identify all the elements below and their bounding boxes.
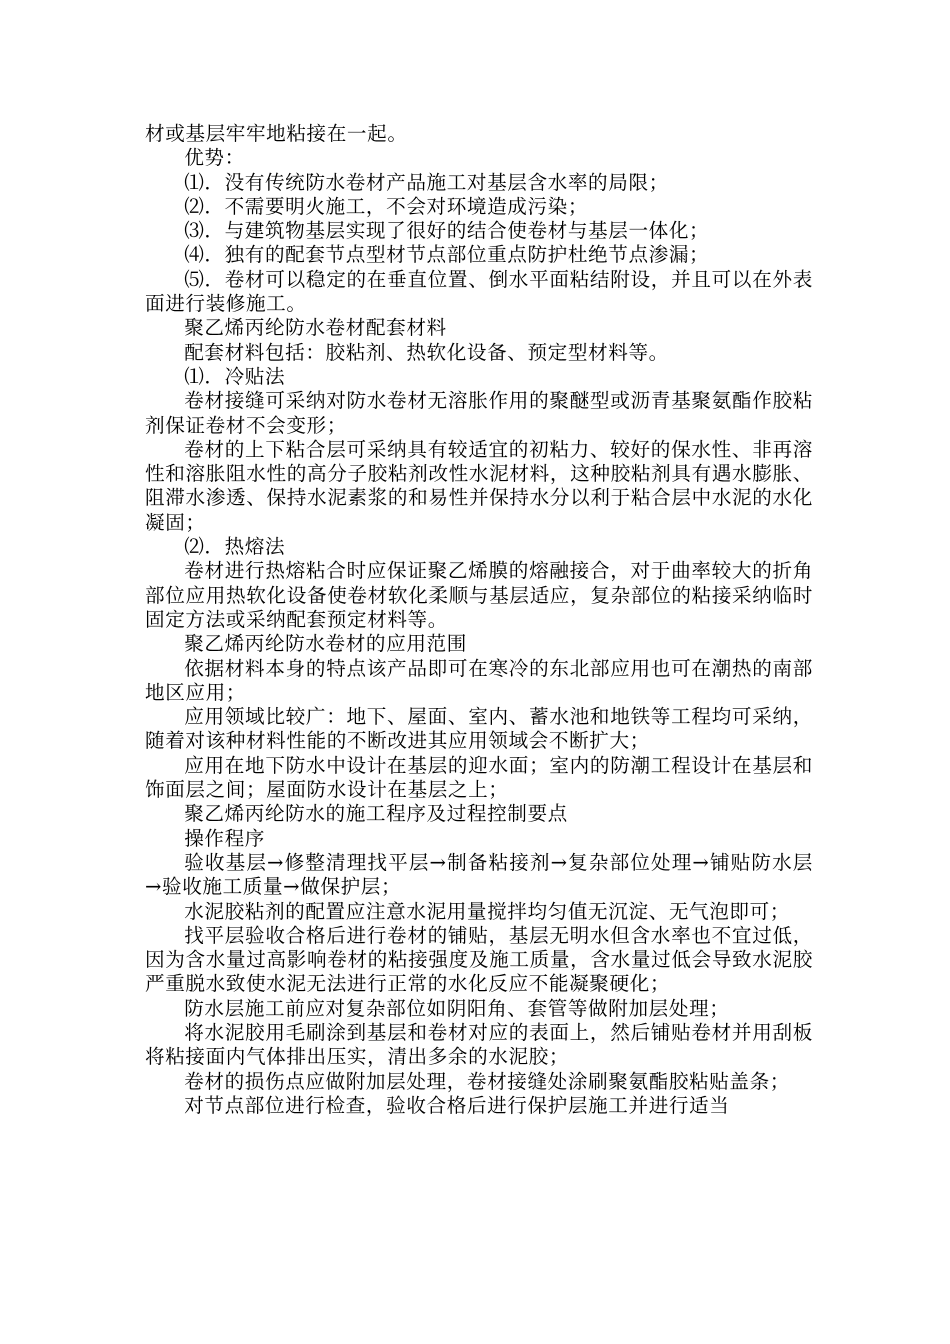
paragraph-hot-melt: 卷材进行热熔粘合时应保证聚乙烯膜的熔融接合，对于曲率较大的折角部位应用热软化设备使卷材软化柔顺与基层适应，复杂部位的粘接采纳临时固定方法或采纳配套预定材料等。 bbox=[145, 559, 813, 631]
paragraph-procedure-steps: 验收基层→修整清理找平层→制备粘接剂→复杂部位处理→铺贴防水层→验收施工质量→做保护层； bbox=[145, 850, 813, 899]
paragraph-application: 将水泥胶用毛刷涂到基层和卷材对应的表面上，然后铺贴卷材并用刮板将粘接面内气体排出压实，清出多余的水泥胶； bbox=[145, 1020, 813, 1069]
advantage-item-3: ⑶．与建筑物基层实现了很好的结合使卷材与基层一体化； bbox=[184, 219, 710, 243]
advantage-item-4: ⑷．独有的配套节点型材节点部位重点防护杜绝节点渗漏； bbox=[184, 243, 710, 267]
advantage-item-1: ⑴．没有传统防水卷材产品施工对基层含水率的局限； bbox=[184, 170, 669, 194]
paragraph-inspection: 对节点部位进行检查，验收合格后进行保护层施工并进行适当 bbox=[184, 1093, 730, 1117]
subheading-operation-procedure: 操作程序 bbox=[184, 826, 265, 850]
advantage-item-5: ⑸．卷材可以稳定的在垂直位置、倒水平面粘结附设，并且可以在外表面进行装修施工。 bbox=[145, 267, 813, 316]
heading-advantages: 优势： bbox=[184, 146, 245, 170]
paragraph-additional-layer: 防水层施工前应对复杂部位如阴阳角、套管等做附加层处理； bbox=[184, 996, 730, 1020]
paragraph-cement-mix: 水泥胶粘剂的配置应注意水泥用量搅拌均匀值无沉淀、无气泡即可； bbox=[184, 899, 790, 923]
subheading-hot-melt-method: ⑵．热熔法 bbox=[184, 535, 286, 559]
paragraph-cold-seam: 卷材接缝可采纳对防水卷材无溶胀作用的聚醚型或沥青基聚氨酯作胶粘剂保证卷材不会变形； bbox=[145, 389, 813, 437]
paragraph-cold-layers: 卷材的上下粘合层可采纳具有较适宜的初粘力、较好的保水性、非再溶性和溶胀阻水性的高分子胶粘剂改性水泥材料，这种胶粘剂具有遇水膨胀、阻滞水渗透、保持水泥素浆的和易性并保持水分以利于粘合层中水泥的水化凝固； bbox=[145, 437, 813, 534]
heading-construction-procedure: 聚乙烯丙纶防水的施工程序及过程控制要点 bbox=[184, 802, 568, 826]
heading-supporting-materials: 聚乙烯丙纶防水卷材配套材料 bbox=[184, 316, 447, 340]
advantage-item-2: ⑵．不需要明火施工，不会对环境造成污染； bbox=[184, 194, 589, 218]
paragraph-design-position: 应用在地下防水中设计在基层的迎水面；室内的防潮工程设计在基层和饰面层之间；屋面防水设计在基层之上； bbox=[145, 753, 813, 802]
paragraph-leveling-layer: 找平层验收合格后进行卷材的铺贴，基层无明水但含水率也不宜过低，因为含水量过高影响卷材的粘接强度及施工质量，含水量过低会导致水泥胶严重脱水致使水泥无法进行正常的水化反应不能凝聚硬化； bbox=[145, 923, 813, 996]
subheading-cold-method: ⑴．冷贴法 bbox=[184, 364, 286, 388]
paragraph-continuation: 材或基层牢牢地粘接在一起。 bbox=[145, 122, 408, 145]
heading-application-scope: 聚乙烯丙纶防水卷材的应用范围 bbox=[184, 632, 467, 656]
paragraph-climate: 依据材料本身的特点该产品即可在寒冷的东北部应用也可在潮热的南部地区应用； bbox=[145, 656, 813, 704]
paragraph-materials-list: 配套材料包括：胶粘剂、热软化设备、预定型材料等。 bbox=[184, 340, 669, 364]
document-body bbox=[145, 122, 813, 1118]
paragraph-damage-repair: 卷材的损伤点应做附加层处理，卷材接缝处涂刷聚氨酯胶粘贴盖条； bbox=[184, 1069, 790, 1093]
paragraph-fields: 应用领域比较广：地下、屋面、室内、蓄水池和地铁等工程均可采纳，随着对该种材料性能的不断改进其应用领域会不断扩大； bbox=[145, 705, 813, 753]
